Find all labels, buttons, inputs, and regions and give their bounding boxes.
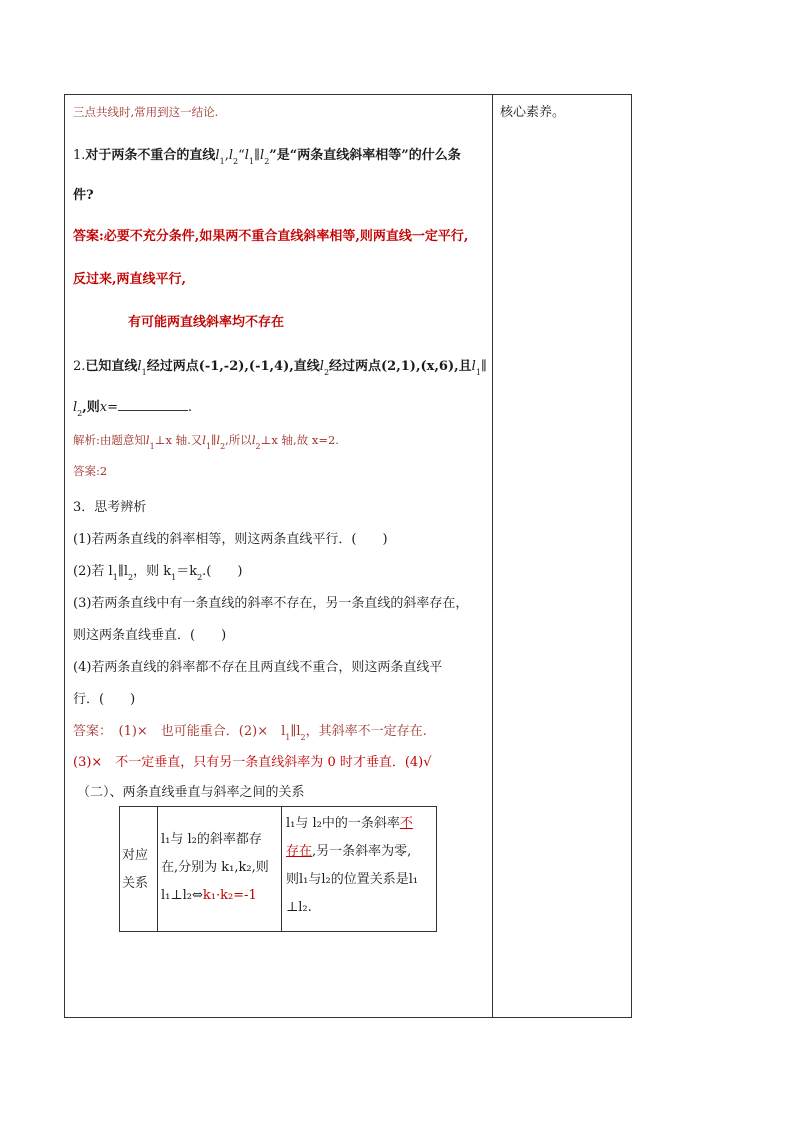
think-item-2: (2)若 $l_1\parallel l_2$，则 $k_1=k_2$.( ) — [73, 564, 243, 582]
table-cell-relation: 对应 关系 — [120, 807, 158, 931]
answer-1-line1: 答案:必要不充分条件,如果两不重合直线斜率相等,则两直线一定平行, — [73, 229, 469, 244]
core-literacy-note: 核心素养。 — [500, 105, 566, 120]
perpendicular-slope-table — [119, 806, 437, 932]
think-item-4b: 行．( ) — [73, 692, 136, 707]
answer-3-line1: 答案： (1)× 也可能重合．(2)× $l_1\parallel l_2$，其斜率不一定存在. — [73, 724, 427, 742]
answer-2: 答案:2 — [73, 464, 108, 478]
think-item-3b: 则这两条直线垂直．( ) — [73, 628, 227, 643]
question-1: 1.对于两条不重合的直线$l_1,l_2“l_1\parallel l_2$”是“两条直线斜率相等”的什么条 — [73, 148, 461, 166]
table-cell-both-exist: l₁与 l₂的斜率都存 在,分别为 k₁,k₂,则 l₁⊥l₂⇔k₁·k₂=-1 — [158, 807, 282, 931]
answer-3-line2: (3)× 不一定垂直，只有另一条直线斜率为 0 时才垂直．(4)√ — [73, 755, 432, 770]
think-item-1: (1)若两条直线的斜率相等，则这两条直线平行．( ) — [73, 532, 388, 547]
answer-blank[interactable] — [118, 398, 188, 411]
table-cell-one-missing: l₁与 l₂中的一条斜率不 存在,另一条斜率为零, 则l₁与l₂的位置关系是l₁ ⊥l₂. — [286, 816, 419, 915]
think-title: 3．思考辨析 — [73, 500, 147, 515]
question-2: 2.已知直线$l_1$经过两点(-1,-2),(-1,4),直线$l_2$经过两点(2,1),(x,6),且$l_1\parallel$ — [73, 359, 487, 377]
intro-line: 三点共线时,常用到这一结论. — [73, 105, 219, 119]
question-1-cont: 件? — [73, 188, 94, 203]
answer-1-line2: 反过来,两直线平行, — [73, 272, 187, 287]
column-divider — [492, 94, 493, 1018]
solution-2: 解析:由题意知$l_1\perp x$ 轴.又$l_1\parallel l_2$,所以$l_2\perp x$ 轴,故 x=2. — [73, 433, 339, 451]
think-item-4a: (4)若两条直线的斜率都不存在且两直线不重合，则这两条直线平 — [73, 660, 443, 675]
answer-1-line3: 有可能两直线斜率均不存在 — [128, 315, 285, 330]
think-item-3a: (3)若两条直线中有一条直线的斜率不存在，另一条直线的斜率存在， — [73, 596, 469, 611]
question-2-cont: $l_2$,则x= . — [73, 400, 193, 418]
section-2-heading: （二）、两条直线垂直与斜率之间的关系 — [77, 785, 305, 800]
